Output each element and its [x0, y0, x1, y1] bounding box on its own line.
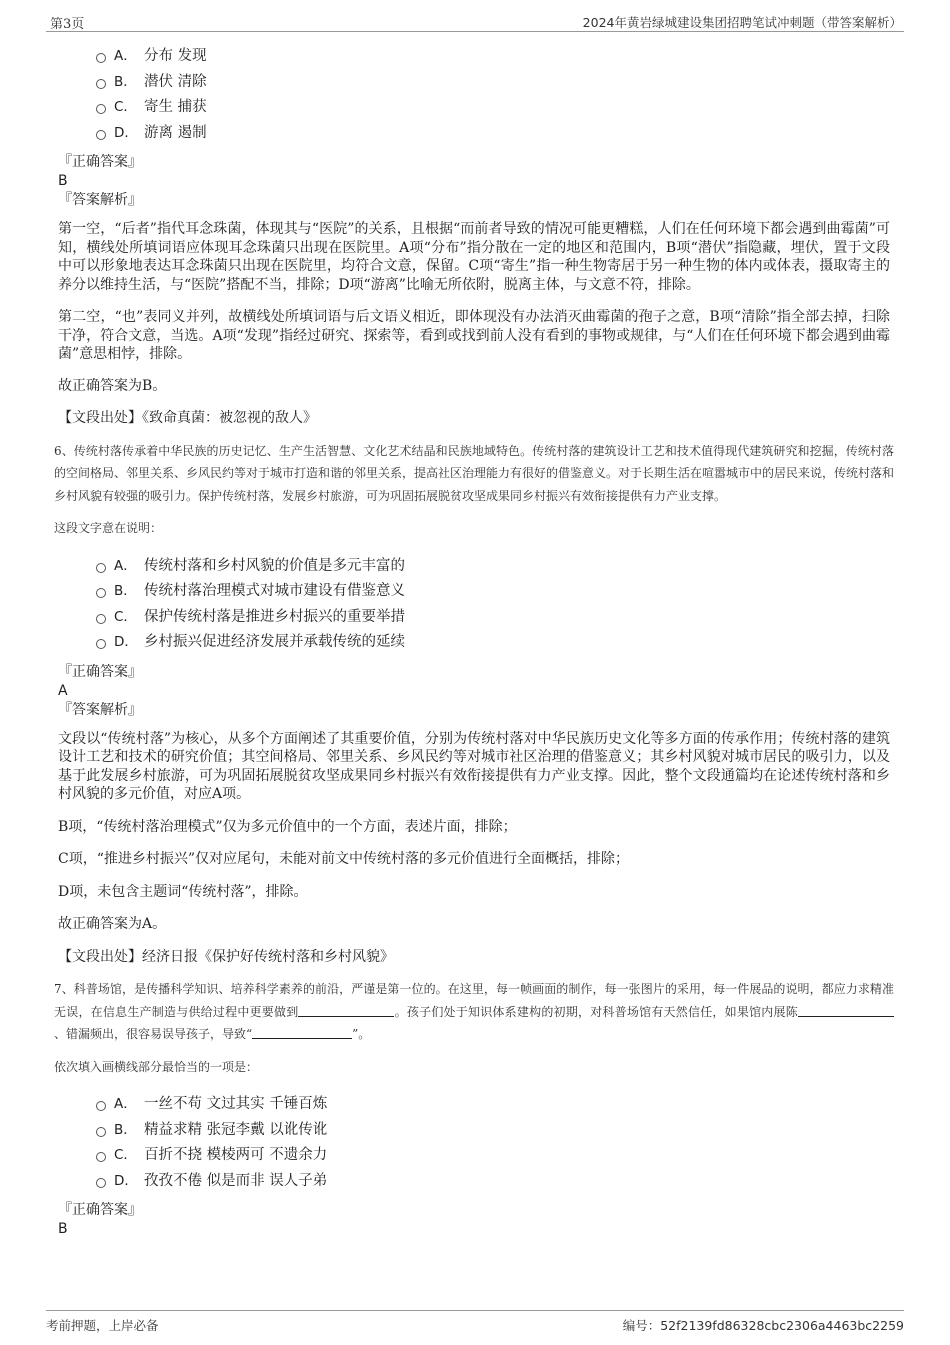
q6-option-b[interactable]: B． 传统村落治理模式对城市建设有借鉴意义	[96, 579, 950, 605]
q7-option-c[interactable]: C． 百折不挠 模棱两可 不遗余力	[96, 1143, 950, 1169]
q7-option-a[interactable]: A． 一丝不苟 文过其实 千锤百炼	[96, 1092, 950, 1118]
radio-icon[interactable]	[96, 1152, 106, 1162]
radio-icon[interactable]	[96, 1101, 106, 1111]
radio-icon[interactable]	[96, 1127, 106, 1137]
q5-option-a[interactable]: A． 分布 发现	[96, 44, 950, 70]
q5-answer-label: 『正确答案』	[58, 154, 142, 170]
q6-analysis-c: C项，“推进乡村振兴”仅对应尾句，未能对前文中传统村落的多元价值进行全面概括，排除；	[58, 851, 630, 867]
fill-blank-3	[252, 1026, 352, 1039]
radio-icon[interactable]	[96, 104, 106, 114]
q6-analysis-p1: 文段以“传统村落”为核心，从多个方面阐述了其重要价值，分别为传统村落对中华民族历史文化等多方面的传承作用；传统村落的建筑设计工艺和技术的研究价值；其空间格局、邻里关系、乡风民约等对城市社区治理的借鉴意义；其乡村风貌对城市居民的吸引力，以及基于此发展乡村旅游，可为巩固拓展脱贫攻坚成果同乡村振兴有效衔接提供有力产业支撑。因此，整个文段通篇均在论述传统村落和乡村风貌的多元价值，对应A项。	[58, 730, 890, 802]
radio-icon[interactable]	[96, 130, 106, 140]
q5-answer: B	[58, 173, 68, 189]
q5-analysis-label: 『答案解析』	[58, 192, 142, 208]
q5-option-c[interactable]: C． 寄生 捕获	[96, 95, 950, 121]
radio-icon[interactable]	[96, 639, 106, 649]
q5-source: 【文段出处】《致命真菌：被忽视的敌人》	[58, 410, 317, 426]
radio-icon[interactable]	[96, 563, 106, 573]
q6-analysis-conclusion: 故正确答案为A。	[58, 916, 167, 932]
radio-icon[interactable]	[96, 53, 106, 63]
q5-option-b[interactable]: B． 潜伏 清除	[96, 70, 950, 96]
page-content	[0, 44, 950, 1238]
page-number: 第3页	[50, 17, 85, 32]
q6-stem: 6、传统村落传承着中华民族的历史记忆、生产生活智慧、文化艺术结晶和民族地域特色。传统村落的建筑设计工艺和技术值得现代建筑研究和挖掘，传统村落的空间格局、邻里关系、乡风民约等对于城市打造和谐的邻里关系，提高社区治理能力有很好的借鉴意义。对于长期生活在喧嚣城市中的居民来说，传统村落和乡村风貌有较强的吸引力。保护传统村落，发展乡村旅游，可为巩固拓展脱贫攻坚成果同乡村振兴有效衔接提供有力产业支撑。	[54, 443, 895, 503]
footer-slogan: 考前押题，上岸必备	[46, 1318, 159, 1333]
page-footer	[0, 1310, 950, 1340]
q6-option-c[interactable]: C． 保护传统村落是推进乡村振兴的重要举措	[96, 605, 950, 631]
radio-icon[interactable]	[96, 588, 106, 598]
radio-icon[interactable]	[96, 1178, 106, 1188]
fill-blank-1	[298, 1004, 394, 1017]
q6-analysis-b: B项，“传统村落治理模式”仅为多元价值中的一个方面，表述片面，排除；	[58, 818, 517, 835]
q5-analysis-p2: 第二空，“也”表同义并列，故横线处所填词语与后文语义相近，即体现没有办法消灭曲霉菌的孢子之意，B项“清除”指全部去掉，扫除干净，符合文意，当选。A项“发现”指经过研究、探索等，看到或找到前人没有看到的事物或规律，与“人们在任何环境下都会遇到曲霉菌”意思相悖，排除。	[58, 309, 890, 362]
q7-stem: 7、科普场馆，是传播科学知识、培养科学素养的前沿，严谨是第一位的。在这里，每一帧画面的制作，每一张图片的采用，每一件展品的说明，都应力求精准无误，在信息生产制造与供给过程中更要做到 。孩子们处于知识体系建构的初期，对科普场馆有天然信任，如果馆内展陈、错漏频出，很容易误导孩子，导致“ ”。	[54, 982, 894, 1041]
q6-answer-label: 『正确答案』	[58, 663, 142, 680]
q6-option-a[interactable]: A． 传统村落和乡村风貌的价值是多元丰富的	[96, 554, 950, 580]
q7-option-b[interactable]: B． 精益求精 张冠李戴 以讹传讹	[96, 1118, 950, 1144]
q7-answer: B	[58, 1221, 68, 1237]
q5-options	[96, 44, 950, 146]
footer-divider	[46, 1310, 904, 1311]
q7-answer-label: 『正确答案』	[58, 1202, 142, 1218]
q7-options	[96, 1092, 950, 1194]
page-header	[0, 0, 950, 32]
q5-analysis-p1: 第一空，“后者”指代耳念珠菌，体现其与“医院”的关系，且根据“而前者导致的情况可能更糟糕，人们在任何环境下都会遇到曲霉菌”可知，横线处所填词语应体现耳念珠菌只出现在医院里。A项“分布”指分散在一定的地区和范围内，B项“潜伏”指隐藏，埋伏，置于文段中可以形象地表达耳念珠菌只出现在医院里，均符合文意，保留。C项“寄生”指一种生物寄居于另一种生物的体内或体表，摄取寄主的养分以维持生活，与“医院”搭配不当，排除；D项“游离”比喻无所依附，脱离主体，与文意不符，排除。	[58, 221, 890, 293]
q6-prompt: 这段文字意在说明：	[54, 521, 163, 535]
radio-icon[interactable]	[96, 79, 106, 89]
q7-prompt: 依次填入画横线部分最恰当的一项是：	[54, 1059, 259, 1074]
q6-source: 【文段出处】经济日报《保护好传统村落和乡村风貌》	[58, 948, 394, 965]
q7-option-d[interactable]: D． 孜孜不倦 似是而非 误人子弟	[96, 1169, 950, 1195]
q6-options	[96, 554, 950, 656]
q5-option-d[interactable]: D． 游离 遏制	[96, 121, 950, 147]
q6-analysis-label: 『答案解析』	[58, 701, 142, 718]
q6-answer: A	[58, 682, 68, 699]
document-id: 编号：52f2139fd86328cbc2306a4463bc2259	[622, 1318, 904, 1333]
fill-blank-2	[798, 1004, 894, 1017]
q6-analysis-d: D项，未包含主题词“传统村落”，排除。	[58, 883, 308, 900]
q5-analysis-conclusion: 故正确答案为B。	[58, 377, 167, 394]
q6-option-d[interactable]: D． 乡村振兴促进经济发展并承载传统的延续	[96, 630, 950, 656]
radio-icon[interactable]	[96, 614, 106, 624]
document-title: 2024年黄岩绿城建设集团招聘笔试冲刺题（带答案解析）	[582, 15, 902, 30]
header-divider	[46, 31, 904, 32]
